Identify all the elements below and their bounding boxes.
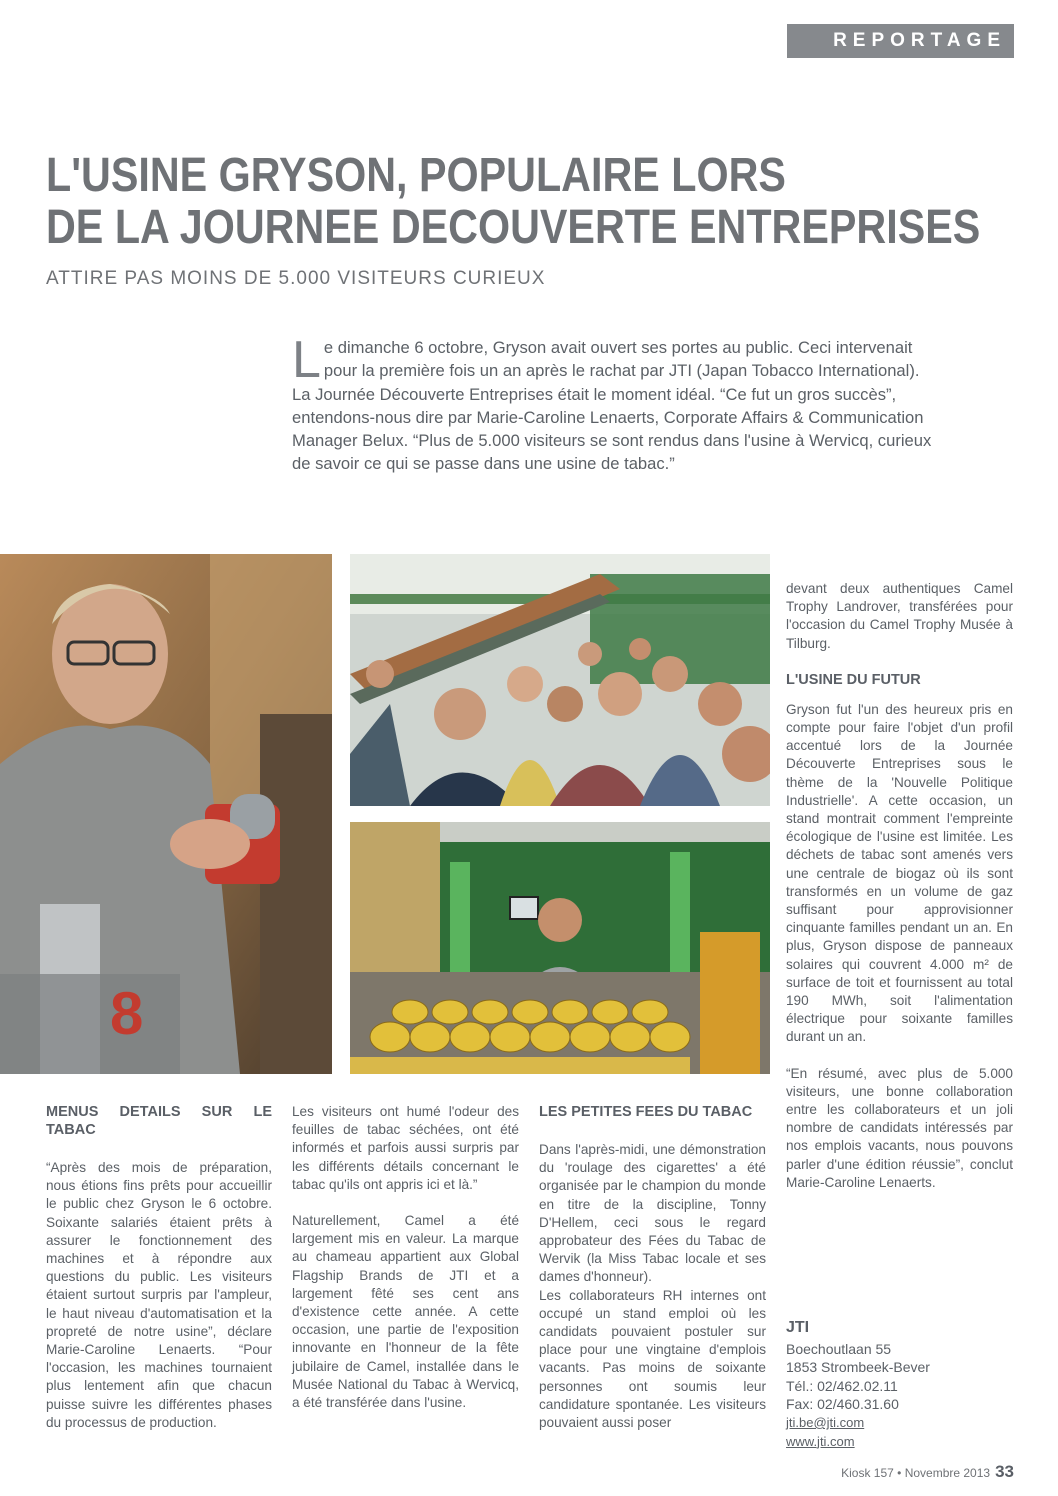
col4-lead: devant deux authentiques Camel Trophy Landrover, transférées pour l'occasion du Camel Trophy Musée à Tilburg. [786, 581, 1013, 651]
dropcap: L [292, 331, 321, 389]
column-2 [292, 1103, 519, 1412]
column-3 [539, 1103, 766, 1432]
col2-paragraph-2: Naturellement, Camel a été largement mis en valeur. La marque au chameau appartient aux Global Flagship Brands de JTI et a largement fêté ses cent ans d'existence cette année. A cette occasion, une partie de l'exposition innovante en l'honneur de la fête jubilaire de Camel, installée dans le Musée National du Tabac à Wervicq, a été transférée dans l'usine. [292, 1213, 519, 1411]
col2-paragraph-1: Les visiteurs ont humé l'odeur des feuilles de tabac séchées, ont été informés et parfois aussi surpris par les différents détails concernant le tabac qu'ils ont appris ici et là.” [292, 1104, 519, 1192]
website-link[interactable]: www.jti.com [786, 1433, 855, 1449]
contact-fax: Fax: 02/460.31.60 [786, 1396, 899, 1413]
contact-tel: Tél.: 02/462.02.11 [786, 1377, 898, 1394]
headline-line-1: L'USINE GRYSON, POPULAIRE LORS [46, 149, 786, 202]
article-headline [46, 149, 981, 254]
column-1 [46, 1103, 272, 1432]
issue-info: Kiosk 157 • Novembre 2013 [841, 1466, 991, 1480]
section-tag: REPORTAGE [787, 24, 1014, 58]
page-footer [841, 1462, 1014, 1482]
photo-visitors-crowd [350, 554, 770, 806]
heading-petites-fees: LES PETITES FEES DU TABAC [539, 1104, 753, 1120]
company-name: JTI [786, 1319, 810, 1336]
photo-production-line [350, 822, 770, 1074]
article-subtitle: ATTIRE PAS MOINS DE 5.000 VISITEURS CURIEUX [46, 268, 546, 289]
intro-paragraph [292, 331, 937, 476]
contact-street: Boechoutlaan 55 [786, 1340, 892, 1357]
col4-paragraph-2: “En résumé, avec plus de 5.000 visiteurs, une bonne collaboration entre les collaborateurs et un joli nombre de candidats intéressés par nos emplois vacants, nous pouvons parler d'une édition réussie”, conclut Marie-Caroline Lenaerts. [786, 1065, 1013, 1190]
col3-paragraph-2: Les collaborateurs RH internes ont occupé un stand emploi où les candidats pouvaient postuler sur place pour une vingtaine d'emplois vacants. Pas moins de soixante personnes ont soumis leur candidature spontanée. Les visiteurs pouvaient aussi poser [539, 1287, 766, 1431]
email-link[interactable]: jti.be@jti.com [786, 1414, 865, 1430]
photo-factory-worker [0, 554, 332, 1074]
svg-text:8: 8 [110, 980, 144, 1047]
heading-usine-futur: L'USINE DU FUTUR [786, 671, 921, 688]
headline-line-2: DE LA JOURNEE DECOUVERTE ENTREPRISES [46, 201, 981, 254]
contact-city: 1853 Strombeek-Bever [786, 1359, 930, 1376]
heading-menus-details: MENUS DETAILS SUR LE TABAC [46, 1104, 272, 1138]
contact-block [786, 1319, 1013, 1451]
col3-paragraph-1: Dans l'après-midi, une démonstration du 'roulage des cigarettes' a été organisée par le champion du monde en titre de la discipline, Tonny D'Hellem, ceci sous le regard approbateur des Fées du Tabac de Wervik (la Miss Tabac locale et ses dames d'honneur). [539, 1142, 766, 1285]
column-4 [786, 580, 1013, 1192]
col1-paragraph-1: “Après des mois de préparation, nous étions fins prêts pour accueillir le public chez Gryson le 6 octobre. Soixante salariés étaient prêts à assurer le fonctionnement des machines et à répondre aux questions du public. Les visiteurs étaient surtout surpris par l'ampleur, le haut niveau d'automatisation et la propreté de notre usine”, déclare Marie-Caroline Lenaerts. “Pour l'occasion, les machines tournaient plus lentement afin que chacun puisse suivre les différentes phases du processus de production. [46, 1160, 272, 1430]
intro-text: e dimanche 6 octobre, Gryson avait ouvert ses portes au public. Ceci intervenait pour la première fois un an après le rachat par JTI (Japan Tobacco International). La Journée Découverte Entreprises était le moment idéal. “Ce fut un gros succès”, entendons-nous dire par Marie-Caroline Lenaerts, Corporate Affairs & Communication Manager Belux. “Plus de 5.000 visiteurs se sont rendus dans l'usine à Wervicq, curieux de savoir ce qui se passe dans une usine de tabac.” [292, 338, 932, 474]
page-number: 33 [995, 1462, 1014, 1481]
col4-paragraph-1: Gryson fut l'un des heureux pris en compte pour faire l'objet d'un profil accentué lors de la Journée Découverte Entreprises sous le thème de la 'Nouvelle Politique Industrielle'. A cette occasion, un stand montrait comment l'empreinte écologique de l'usine est limitée. Les déchets de tabac sont amenés vers une centrale de biogaz où ils sont transformés en un volume de gaz suffisant pour approvisionner cinquante familles pendant un an. En plus, Gryson dispose de panneaux solaires qui couvrent 4.000 m² de surface de toit et fournissent au total 190 MWh, soit l'alimentation électrique pour soixante familles durant un an. [786, 701, 1013, 1045]
